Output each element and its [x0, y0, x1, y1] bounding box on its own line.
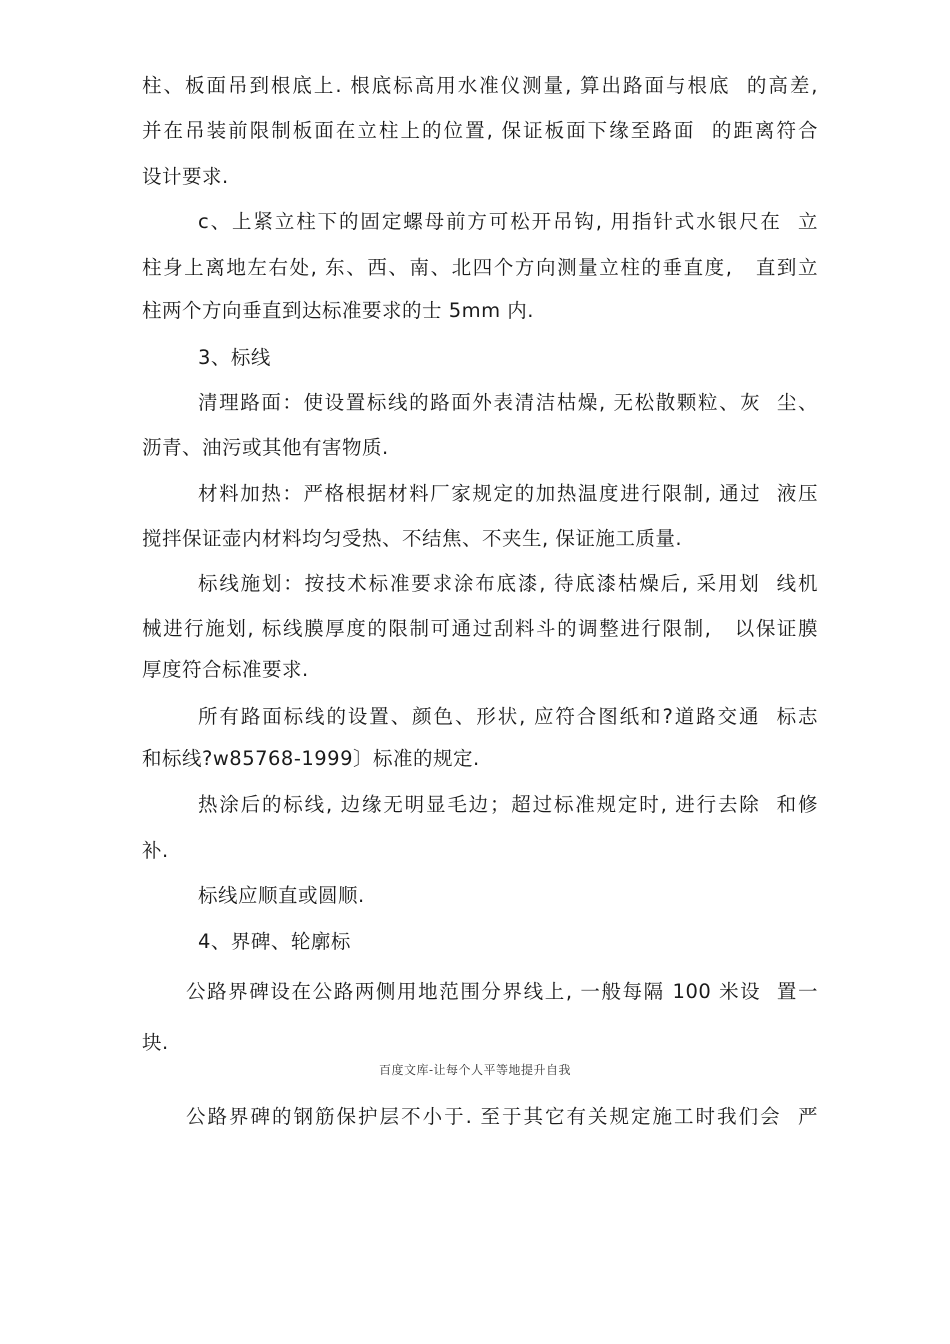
- text-line: 厚度符合标准要求.: [142, 658, 309, 681]
- text-line: 和标线?w85768-1999〕标准的规定.: [142, 747, 480, 770]
- text-line: 清理路面：使设置标线的路面外表清洁枯燥, 无松散颗粒、灰 尘、: [198, 391, 818, 414]
- text-line: 块.: [142, 1031, 169, 1054]
- text-line: 标线应顺直或圆顺.: [198, 884, 365, 907]
- text-line: 设计要求.: [142, 165, 229, 188]
- text-line: 公路界碑的钢筋保护层不小于. 至于其它有关规定施工时我们会 严: [186, 1105, 818, 1128]
- text-line: c、上紧立柱下的固定螺母前方可松开吊钩, 用指针式水银尺在 立: [198, 210, 818, 233]
- text-line: 柱身上离地左右处, 东、西、南、北四个方向测量立柱的垂直度, 直到立: [142, 256, 818, 279]
- text-line: 标线施划：按技术标准要求涂布底漆, 待底漆枯燥后, 采用划 线机: [198, 572, 818, 595]
- text-line: 热涂后的标线, 边缘无明显毛边；超过标准规定时, 进行去除 和修: [198, 793, 818, 816]
- text-line: 材料加热：严格根据材料厂家规定的加热温度进行限制, 通过 液压: [198, 482, 818, 505]
- text-line: 械进行施划, 标线膜厚度的限制可通过刮料斗的调整进行限制, 以保证膜: [142, 617, 818, 640]
- text-line: 柱两个方向垂直到达标准要求的士 5mm 内.: [142, 299, 534, 322]
- section-heading: 3、标线: [198, 346, 271, 369]
- text-line: 公路界碑设在公路两侧用地范围分界线上, 一般每隔 100 米设 置一: [186, 980, 818, 1003]
- page-footer: 百度文库-让每个人平等地提升自我: [378, 1063, 572, 1077]
- text-line: 柱、板面吊到根底上. 根底标高用水准仪测量, 算出路面与根底 的高差,: [142, 74, 818, 97]
- text-line: 补.: [142, 839, 169, 862]
- section-heading: 4、界碑、轮廓标: [198, 930, 351, 953]
- text-line: 搅拌保证壶内材料均匀受热、不结焦、不夹生, 保证施工质量.: [142, 527, 683, 550]
- text-line: 所有路面标线的设置、颜色、形状, 应符合图纸和?道路交通 标志: [198, 705, 818, 728]
- text-line: 沥青、油污或其他有害物质.: [142, 436, 389, 459]
- text-line: 并在吊装前限制板面在立柱上的位置, 保证板面下缘至路面 的距离符合: [142, 119, 818, 142]
